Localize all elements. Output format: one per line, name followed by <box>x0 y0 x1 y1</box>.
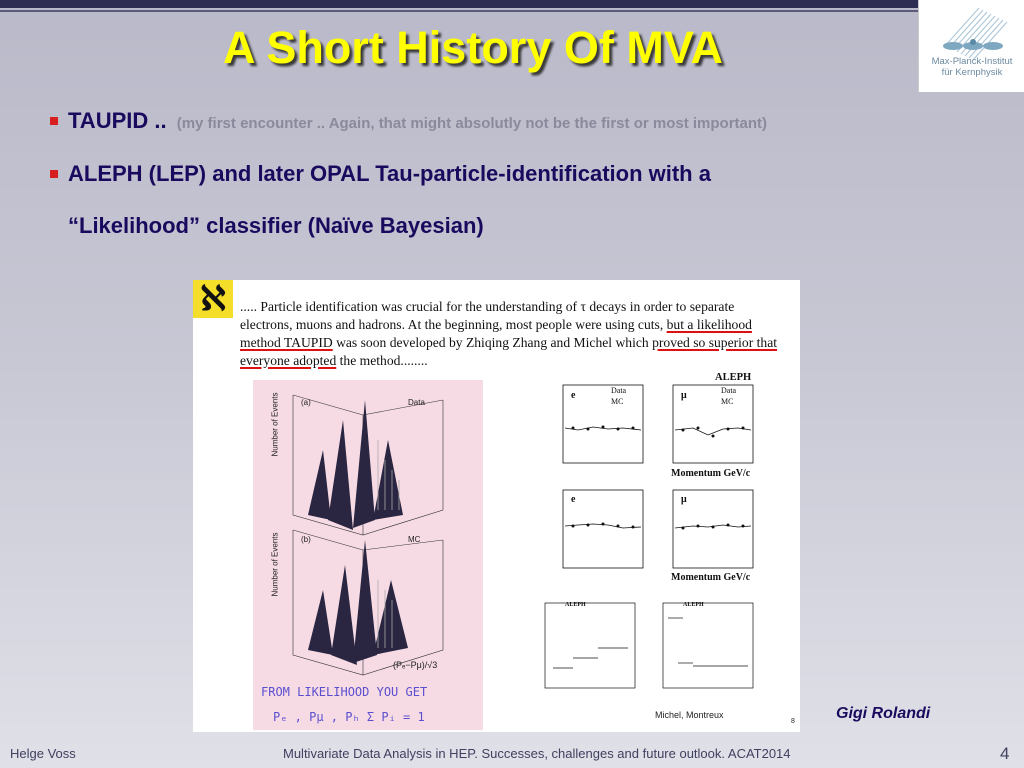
logo-line-1: Max-Planck-Institut <box>931 56 1013 67</box>
aleph-logo: ℵ <box>193 280 233 318</box>
quote-line-4 <box>240 352 800 370</box>
legend-mc-top: MC <box>611 397 624 406</box>
legend-data-top-mu: Data <box>721 386 737 395</box>
panel-mu-label-bottom: μ <box>681 494 687 505</box>
bullet-taupid <box>48 108 1008 137</box>
momentum-label-bottom: Momentum GeV/c <box>671 572 751 583</box>
lego-tag-b: (b) <box>301 535 311 544</box>
bullet-aleph-line2: “Likelihood” classifier (Naïve Bayesian) <box>68 213 484 238</box>
quote-line-3a: was soon developed by Zhiqing Zhang and Michel which <box>332 335 653 350</box>
momentum-label-top: Momentum GeV/c <box>671 468 751 479</box>
quote-underline-3: proved so superior that <box>652 335 778 350</box>
lego-data-label: Data <box>408 398 425 407</box>
lego-plots-graphic <box>253 380 483 680</box>
small-aleph-right: ALEPH <box>683 602 704 608</box>
handwriting-line-2: Pₑ , Pμ , Pₕ Σ Pᵢ = 1 <box>273 710 425 724</box>
slide-title: A Short History Of MVA <box>222 22 723 73</box>
quote-underline-2: method TAUPID <box>240 335 333 350</box>
top-bar <box>0 0 918 8</box>
legend-data-top: Data <box>611 386 627 395</box>
aleph-label: ALEPH <box>715 372 752 383</box>
quote-underline-1: but a likelihood <box>666 317 752 332</box>
bullet-aleph-line1: ALEPH (LEP) and later OPAL Tau-particle-identification with a <box>68 161 711 186</box>
bullet-taupid-text: TAUPID .. <box>68 108 167 133</box>
quote-underline-4: everyone adopted <box>240 353 337 368</box>
left-axis-label-top: Number of Events <box>270 392 280 457</box>
footer-talk-title: Multivariate Data Analysis in HEP. Successes, challenges and future outlook. ACAT2014 <box>283 746 791 761</box>
panel-e-label-top: e <box>571 390 576 401</box>
bullet-list <box>48 108 1008 239</box>
small-panels <box>533 598 783 698</box>
quote-line-4a: the method........ <box>336 353 428 368</box>
bullet-square-icon <box>50 117 58 125</box>
footer-author: Helge Voss <box>10 746 76 761</box>
mpi-logo-icon <box>927 4 1017 64</box>
figure-quote <box>240 298 800 370</box>
bullet-aleph <box>48 161 1008 239</box>
quote-line-1: ..... Particle identification was crucial for the understanding of τ decays in order to separate <box>240 299 735 314</box>
small-aleph-left: ALEPH <box>565 602 586 608</box>
figure-page-number: 8 <box>791 718 795 725</box>
quote-line-3 <box>240 334 800 352</box>
lego-bottom-axis: (Pₑ−Pμ)/√3 <box>393 660 438 670</box>
footer-page-number: 4 <box>1000 744 1010 763</box>
logo-text <box>919 56 1024 78</box>
lego-mc-label: MC <box>408 535 421 544</box>
panel-mu-label-top: μ <box>681 390 687 401</box>
scanned-figure <box>193 280 800 732</box>
bullet-square-icon <box>50 170 58 178</box>
michel-caption: Michel, Montreux <box>655 710 724 720</box>
lego-plots-scan <box>253 380 483 730</box>
efficiency-panels <box>533 380 783 580</box>
institute-logo <box>918 0 1024 92</box>
lego-tag-a: (a) <box>301 398 311 407</box>
legend-mc-top-mu: MC <box>721 397 734 406</box>
panel-e-label-bottom: e <box>571 494 576 505</box>
quote-line-2a: electrons, muons and hadrons. At the beginning, most people were using cuts, <box>240 317 667 332</box>
left-axis-label-bottom: Number of Events <box>270 532 280 597</box>
top-line <box>0 10 918 12</box>
bullet-taupid-aside: (my first encounter .. Again, that might absolutly not be the first or most important) <box>176 115 768 132</box>
logo-line-2: für Kernphysik <box>941 67 1003 78</box>
handwriting-line-1: FROM LIKELIHOOD YOU GET <box>261 685 428 699</box>
signature: Gigi Rolandi <box>836 705 931 722</box>
quote-line-2 <box>240 316 800 334</box>
